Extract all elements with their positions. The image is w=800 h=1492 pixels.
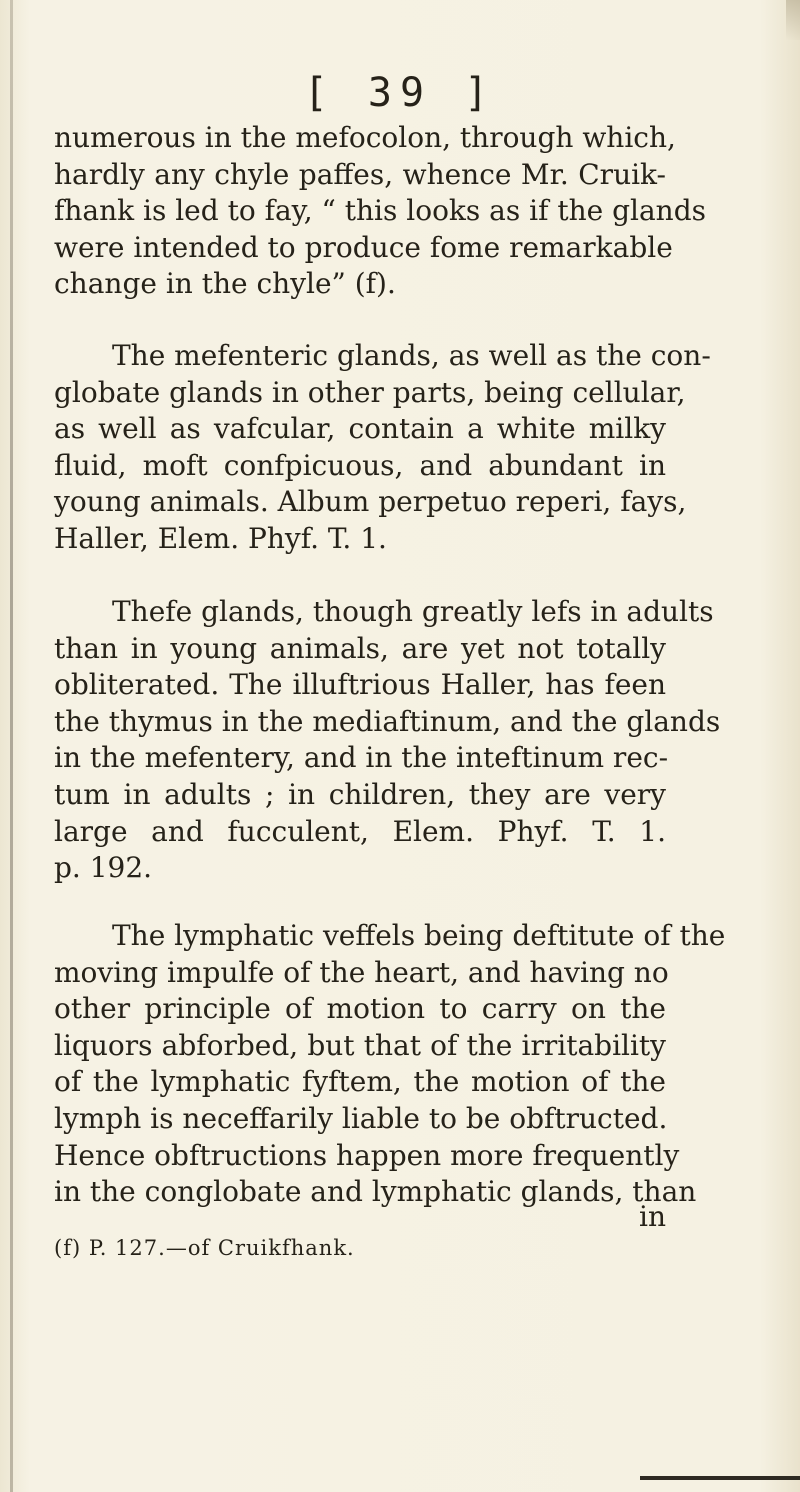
text-line: lymph is neceffarily liable to be obftructed. — [54, 1101, 668, 1135]
text-line: The lymphatic veffels being deftitute of the — [112, 919, 726, 952]
text-line: tum in adults ; in children, they are very — [54, 777, 666, 811]
page-binding-edge — [10, 0, 13, 1492]
catchword: in — [639, 1200, 666, 1233]
page-corner-shadow — [786, 0, 800, 40]
text-line: p. 192. — [54, 851, 153, 885]
text-line: young animals. Album perpetuo reperi, fays, — [54, 485, 687, 519]
text-line: The mefenteric glands, as well as the con- — [112, 339, 711, 372]
text-line: globate glands in other parts, being cellular, — [54, 375, 686, 409]
text-line: other principle of motion to carry on the — [54, 992, 666, 1026]
text-line: change in the chyle” (f). — [54, 267, 396, 301]
paragraph-1 — [54, 120, 706, 303]
text-line: were intended to produce fome remarkable — [54, 230, 673, 264]
text-line: Hence obftructions happen more frequently — [54, 1138, 680, 1172]
text-line: as well as vafcular, contain a white milky — [54, 412, 666, 446]
text-line: the thymus in the mediaftinum, and the glands — [54, 704, 721, 738]
text-line: hardly any chyle paffes, whence Mr. Cruik- — [54, 157, 666, 191]
paragraph-2 — [54, 338, 711, 558]
text-line: in the conglobate and lymphatic glands, than — [54, 1175, 697, 1209]
paragraph-4 — [54, 918, 726, 1211]
paragraph-3 — [54, 594, 721, 887]
text-line: fhank is led to fay, “ this looks as if the glands — [54, 194, 706, 228]
text-line: large and fucculent, Elem. Phyf. T. 1. — [54, 814, 666, 848]
text-line: moving impulfe of the heart, and having no — [54, 955, 669, 989]
text-line: of the lymphatic fyftem, the motion of the — [54, 1065, 666, 1099]
text-line: fluid, moft confpicuous, and abundant in — [54, 448, 666, 482]
text-line: in the mefentery, and in the inteftinum rec- — [54, 741, 669, 775]
page-bottom-edge — [640, 1476, 800, 1480]
text-line: Thefe glands, though greatly lefs in adults — [112, 595, 714, 628]
text-line: obliterated. The illuftrious Haller, has feen — [54, 668, 666, 702]
text-line: numerous in the mefocolon, through which, — [54, 121, 676, 154]
footnote: (f) P. 127.—of Cruikfhank. — [54, 1236, 355, 1260]
text-line: liquors abforbed, but that of the irritability — [54, 1028, 666, 1062]
page-number-header: [ 39 ] — [303, 70, 497, 116]
text-line: than in young animals, are yet not totally — [54, 631, 666, 665]
text-line: Haller, Elem. Phyf. T. 1. — [54, 521, 387, 555]
